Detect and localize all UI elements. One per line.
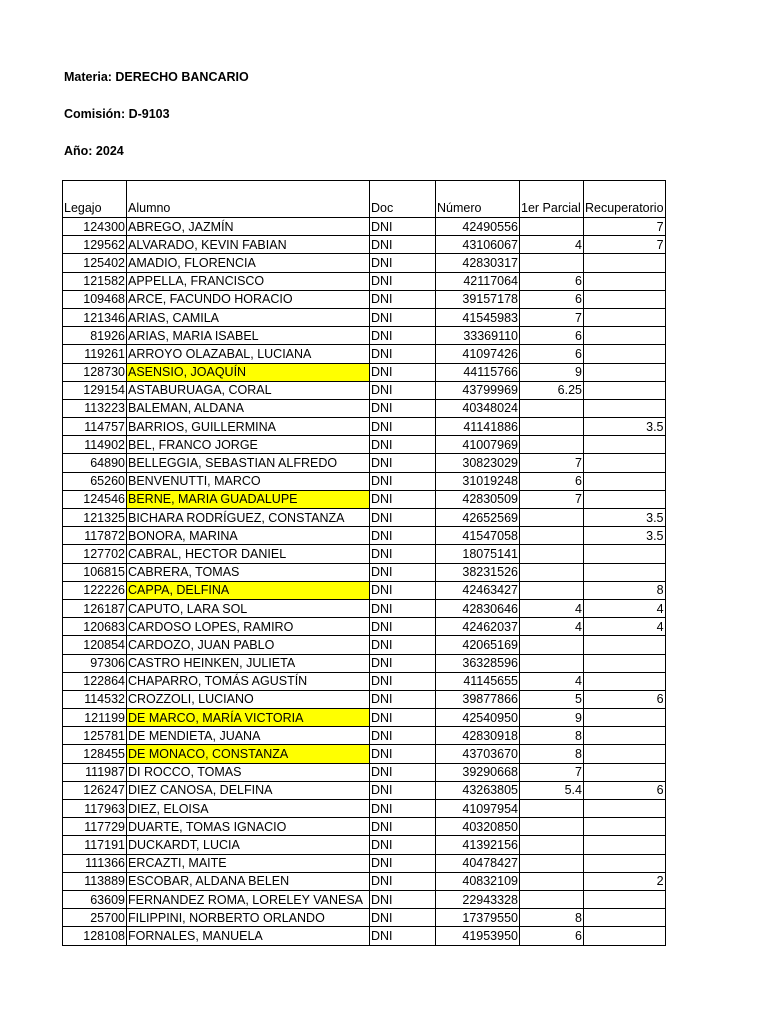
parcial-cell: 7: [520, 490, 584, 508]
legajo-cell: 124546: [63, 490, 127, 508]
parcial-cell: [520, 836, 584, 854]
alumno-cell: BICHARA RODRÍGUEZ, CONSTANZA: [127, 509, 370, 527]
table-row: [63, 290, 666, 308]
recuperatorio-cell: [584, 654, 666, 672]
table-row: [63, 890, 666, 908]
numero-cell: 43703670: [436, 745, 520, 763]
parcial-cell: [520, 527, 584, 545]
parcial-cell: [520, 818, 584, 836]
table-row: [63, 727, 666, 745]
recuperatorio-cell: [584, 327, 666, 345]
column-header-numero: Número: [436, 181, 520, 218]
numero-cell: 41145655: [436, 672, 520, 690]
doc-cell: DNI: [370, 472, 436, 490]
legajo-cell: 119261: [63, 345, 127, 363]
legajo-cell: 128730: [63, 363, 127, 381]
numero-cell: 41547058: [436, 527, 520, 545]
alumno-cell: ABREGO, JAZMÍN: [127, 218, 370, 236]
parcial-cell: 9: [520, 363, 584, 381]
legajo-cell: 128455: [63, 745, 127, 763]
parcial-cell: 7: [520, 308, 584, 326]
alumno-cell: BARRIOS, GUILLERMINA: [127, 418, 370, 436]
doc-cell: DNI: [370, 927, 436, 945]
alumno-cell: ESCOBAR, ALDANA BELEN: [127, 872, 370, 890]
doc-cell: DNI: [370, 618, 436, 636]
legajo-cell: 129562: [63, 236, 127, 254]
parcial-cell: 5.4: [520, 781, 584, 799]
parcial-cell: [520, 509, 584, 527]
parcial-cell: 6.25: [520, 381, 584, 399]
recuperatorio-cell: [584, 345, 666, 363]
doc-cell: DNI: [370, 800, 436, 818]
table-row: [63, 581, 666, 599]
parcial-cell: [520, 399, 584, 417]
parcial-cell: 7: [520, 763, 584, 781]
parcial-cell: 9: [520, 709, 584, 727]
legajo-cell: 127702: [63, 545, 127, 563]
numero-cell: 43106067: [436, 236, 520, 254]
table-row: [63, 218, 666, 236]
legajo-cell: 114532: [63, 690, 127, 708]
table-row: [63, 654, 666, 672]
table-row: [63, 454, 666, 472]
numero-cell: 39157178: [436, 290, 520, 308]
alumno-cell: BERNE, MARIA GUADALUPE: [127, 490, 370, 508]
table-row: [63, 399, 666, 417]
parcial-cell: [520, 854, 584, 872]
table-row: [63, 545, 666, 563]
doc-cell: DNI: [370, 236, 436, 254]
numero-cell: 41007969: [436, 436, 520, 454]
recuperatorio-cell: 4: [584, 599, 666, 617]
recuperatorio-cell: [584, 454, 666, 472]
recuperatorio-cell: 4: [584, 618, 666, 636]
doc-cell: DNI: [370, 418, 436, 436]
legajo-cell: 126247: [63, 781, 127, 799]
numero-cell: 40832109: [436, 872, 520, 890]
alumno-cell: FORNALES, MANUELA: [127, 927, 370, 945]
table-row: [63, 509, 666, 527]
doc-cell: DNI: [370, 854, 436, 872]
table-row: [63, 327, 666, 345]
parcial-cell: [520, 436, 584, 454]
parcial-cell: 8: [520, 909, 584, 927]
numero-cell: 44115766: [436, 363, 520, 381]
alumno-cell: ASTABURUAGA, CORAL: [127, 381, 370, 399]
recuperatorio-cell: [584, 800, 666, 818]
table-row: [63, 472, 666, 490]
numero-cell: 42117064: [436, 272, 520, 290]
numero-cell: 36328596: [436, 654, 520, 672]
alumno-cell: AMADIO, FLORENCIA: [127, 254, 370, 272]
doc-cell: DNI: [370, 218, 436, 236]
legajo-cell: 124300: [63, 218, 127, 236]
recuperatorio-cell: [584, 763, 666, 781]
table-row: [63, 563, 666, 581]
recuperatorio-cell: [584, 836, 666, 854]
numero-cell: 18075141: [436, 545, 520, 563]
parcial-cell: [520, 418, 584, 436]
numero-cell: 43263805: [436, 781, 520, 799]
alumno-cell: BONORA, MARINA: [127, 527, 370, 545]
doc-cell: DNI: [370, 399, 436, 417]
numero-cell: 43799969: [436, 381, 520, 399]
materia-label: Materia: DERECHO BANCARIO: [64, 70, 249, 84]
table-row: [63, 781, 666, 799]
recuperatorio-cell: 7: [584, 218, 666, 236]
numero-cell: 42830509: [436, 490, 520, 508]
alumno-cell: CHAPARRO, TOMÁS AGUSTÍN: [127, 672, 370, 690]
doc-cell: DNI: [370, 290, 436, 308]
doc-cell: DNI: [370, 509, 436, 527]
parcial-cell: 5: [520, 690, 584, 708]
recuperatorio-cell: [584, 636, 666, 654]
legajo-cell: 117872: [63, 527, 127, 545]
doc-cell: DNI: [370, 690, 436, 708]
legajo-cell: 111366: [63, 854, 127, 872]
doc-cell: DNI: [370, 363, 436, 381]
alumno-cell: ARIAS, CAMILA: [127, 308, 370, 326]
legajo-cell: 121325: [63, 509, 127, 527]
recuperatorio-cell: [584, 563, 666, 581]
doc-cell: DNI: [370, 490, 436, 508]
alumno-cell: DE MARCO, MARÍA VICTORIA: [127, 709, 370, 727]
numero-cell: 42830317: [436, 254, 520, 272]
alumno-cell: DI ROCCO, TOMAS: [127, 763, 370, 781]
parcial-cell: [520, 654, 584, 672]
parcial-cell: [520, 218, 584, 236]
doc-cell: DNI: [370, 527, 436, 545]
recuperatorio-cell: [584, 854, 666, 872]
numero-cell: 40478427: [436, 854, 520, 872]
numero-cell: 41545983: [436, 308, 520, 326]
legajo-cell: 117963: [63, 800, 127, 818]
alumno-cell: DIEZ, ELOISA: [127, 800, 370, 818]
numero-cell: 41097426: [436, 345, 520, 363]
numero-cell: 17379550: [436, 909, 520, 927]
parcial-cell: [520, 563, 584, 581]
table-row: [63, 672, 666, 690]
recuperatorio-cell: [584, 672, 666, 690]
legajo-cell: 113889: [63, 872, 127, 890]
legajo-cell: 120683: [63, 618, 127, 636]
parcial-cell: 4: [520, 672, 584, 690]
table-row: [63, 363, 666, 381]
table-row: [63, 345, 666, 363]
recuperatorio-cell: [584, 272, 666, 290]
numero-cell: 30823029: [436, 454, 520, 472]
legajo-cell: 25700: [63, 909, 127, 927]
alumno-cell: CARDOZO, JUAN PABLO: [127, 636, 370, 654]
table-row: [63, 436, 666, 454]
legajo-cell: 128108: [63, 927, 127, 945]
doc-cell: DNI: [370, 781, 436, 799]
numero-cell: 42830646: [436, 599, 520, 617]
numero-cell: 42652569: [436, 509, 520, 527]
recuperatorio-cell: 6: [584, 781, 666, 799]
alumno-cell: DE MENDIETA, JUANA: [127, 727, 370, 745]
recuperatorio-cell: [584, 381, 666, 399]
table-row: [63, 709, 666, 727]
numero-cell: 42065169: [436, 636, 520, 654]
alumno-cell: DUCKARDT, LUCIA: [127, 836, 370, 854]
numero-cell: 42463427: [436, 581, 520, 599]
legajo-cell: 129154: [63, 381, 127, 399]
alumno-cell: DIEZ CANOSA, DELFINA: [127, 781, 370, 799]
doc-cell: DNI: [370, 672, 436, 690]
alumno-cell: BELLEGGIA, SEBASTIAN ALFREDO: [127, 454, 370, 472]
numero-cell: 38231526: [436, 563, 520, 581]
table-row: [63, 272, 666, 290]
numero-cell: 42490556: [436, 218, 520, 236]
alumno-cell: DUARTE, TOMAS IGNACIO: [127, 818, 370, 836]
alumno-cell: ARIAS, MARIA ISABEL: [127, 327, 370, 345]
recuperatorio-cell: [584, 745, 666, 763]
numero-cell: 42830918: [436, 727, 520, 745]
table-row: [63, 599, 666, 617]
recuperatorio-cell: [584, 709, 666, 727]
table-row: [63, 381, 666, 399]
recuperatorio-cell: 7: [584, 236, 666, 254]
alumno-cell: CAPUTO, LARA SOL: [127, 599, 370, 617]
alumno-cell: CASTRO HEINKEN, JULIETA: [127, 654, 370, 672]
numero-cell: 42540950: [436, 709, 520, 727]
doc-cell: DNI: [370, 563, 436, 581]
legajo-cell: 113223: [63, 399, 127, 417]
legajo-cell: 120854: [63, 636, 127, 654]
recuperatorio-cell: [584, 436, 666, 454]
parcial-cell: 8: [520, 745, 584, 763]
alumno-cell: FILIPPINI, NORBERTO ORLANDO: [127, 909, 370, 927]
alumno-cell: CABRERA, TOMAS: [127, 563, 370, 581]
alumno-cell: ARROYO OLAZABAL, LUCIANA: [127, 345, 370, 363]
recuperatorio-cell: [584, 472, 666, 490]
doc-cell: DNI: [370, 599, 436, 617]
table-row: [63, 527, 666, 545]
doc-cell: DNI: [370, 763, 436, 781]
table-row: [63, 308, 666, 326]
parcial-cell: 8: [520, 727, 584, 745]
doc-cell: DNI: [370, 436, 436, 454]
alumno-cell: CROZZOLI, LUCIANO: [127, 690, 370, 708]
numero-cell: 40348024: [436, 399, 520, 417]
table-row: [63, 854, 666, 872]
doc-cell: DNI: [370, 890, 436, 908]
parcial-cell: 6: [520, 272, 584, 290]
legajo-cell: 114757: [63, 418, 127, 436]
doc-cell: DNI: [370, 545, 436, 563]
recuperatorio-cell: [584, 254, 666, 272]
recuperatorio-cell: 8: [584, 581, 666, 599]
doc-cell: DNI: [370, 654, 436, 672]
parcial-cell: [520, 636, 584, 654]
alumno-cell: APPELLA, FRANCISCO: [127, 272, 370, 290]
recuperatorio-cell: [584, 490, 666, 508]
table-row: [63, 763, 666, 781]
recuperatorio-cell: 2: [584, 872, 666, 890]
parcial-cell: [520, 254, 584, 272]
numero-cell: 33369110: [436, 327, 520, 345]
alumno-cell: CAPPA, DELFINA: [127, 581, 370, 599]
parcial-cell: 4: [520, 618, 584, 636]
recuperatorio-cell: 3.5: [584, 418, 666, 436]
doc-cell: DNI: [370, 581, 436, 599]
alumno-cell: ASENSIO, JOAQUÍN: [127, 363, 370, 381]
legajo-cell: 122226: [63, 581, 127, 599]
doc-cell: DNI: [370, 836, 436, 854]
numero-cell: 42462037: [436, 618, 520, 636]
alumno-cell: ERCAZTI, MAITE: [127, 854, 370, 872]
parcial-cell: [520, 545, 584, 563]
legajo-cell: 114902: [63, 436, 127, 454]
numero-cell: 41097954: [436, 800, 520, 818]
column-header-recuperatorio: Recuperatorio: [584, 181, 666, 218]
numero-cell: 31019248: [436, 472, 520, 490]
doc-cell: DNI: [370, 636, 436, 654]
recuperatorio-cell: [584, 363, 666, 381]
recuperatorio-cell: 6: [584, 690, 666, 708]
alumno-cell: BEL, FRANCO JORGE: [127, 436, 370, 454]
table-row: [63, 872, 666, 890]
table-row: [63, 836, 666, 854]
recuperatorio-cell: 3.5: [584, 527, 666, 545]
legajo-cell: 121199: [63, 709, 127, 727]
grades-table: [62, 180, 666, 946]
doc-cell: DNI: [370, 818, 436, 836]
parcial-cell: [520, 872, 584, 890]
legajo-cell: 63609: [63, 890, 127, 908]
doc-cell: DNI: [370, 745, 436, 763]
legajo-cell: 125402: [63, 254, 127, 272]
numero-cell: 40320850: [436, 818, 520, 836]
doc-cell: DNI: [370, 272, 436, 290]
numero-cell: 41141886: [436, 418, 520, 436]
numero-cell: 41392156: [436, 836, 520, 854]
comision-label: Comisión: D-9103: [64, 107, 170, 121]
parcial-cell: [520, 581, 584, 599]
alumno-cell: CARDOSO LOPES, RAMIRO: [127, 618, 370, 636]
doc-cell: DNI: [370, 454, 436, 472]
parcial-cell: 7: [520, 454, 584, 472]
table-row: [63, 690, 666, 708]
table-row: [63, 745, 666, 763]
table-row: [63, 254, 666, 272]
recuperatorio-cell: [584, 399, 666, 417]
recuperatorio-cell: [584, 545, 666, 563]
legajo-cell: 97306: [63, 654, 127, 672]
legajo-cell: 106815: [63, 563, 127, 581]
column-header-1er-parcial: 1er Parcial: [520, 181, 584, 218]
parcial-cell: 6: [520, 327, 584, 345]
alumno-cell: BALEMAN, ALDANA: [127, 399, 370, 417]
parcial-cell: 6: [520, 345, 584, 363]
legajo-cell: 64890: [63, 454, 127, 472]
table-row: [63, 418, 666, 436]
recuperatorio-cell: [584, 308, 666, 326]
alumno-cell: FERNANDEZ ROMA, LORELEY VANESA: [127, 890, 370, 908]
legajo-cell: 117191: [63, 836, 127, 854]
recuperatorio-cell: [584, 909, 666, 927]
alumno-cell: DE MONACO, CONSTANZA: [127, 745, 370, 763]
table-row: [63, 618, 666, 636]
alumno-cell: CABRAL, HECTOR DANIEL: [127, 545, 370, 563]
recuperatorio-cell: 3.5: [584, 509, 666, 527]
parcial-cell: 4: [520, 236, 584, 254]
table-header-row: [63, 181, 666, 218]
legajo-cell: 111987: [63, 763, 127, 781]
table-row: [63, 236, 666, 254]
legajo-cell: 81926: [63, 327, 127, 345]
legajo-cell: 122864: [63, 672, 127, 690]
recuperatorio-cell: [584, 727, 666, 745]
table-row: [63, 490, 666, 508]
table-row: [63, 636, 666, 654]
legajo-cell: 65260: [63, 472, 127, 490]
parcial-cell: [520, 800, 584, 818]
table-row: [63, 818, 666, 836]
numero-cell: 22943328: [436, 890, 520, 908]
doc-cell: DNI: [370, 254, 436, 272]
alumno-cell: ARCE, FACUNDO HORACIO: [127, 290, 370, 308]
table-row: [63, 800, 666, 818]
doc-cell: DNI: [370, 345, 436, 363]
column-header-doc: Doc: [370, 181, 436, 218]
doc-cell: DNI: [370, 909, 436, 927]
parcial-cell: 6: [520, 472, 584, 490]
parcial-cell: 6: [520, 927, 584, 945]
alumno-cell: BENVENUTTI, MARCO: [127, 472, 370, 490]
recuperatorio-cell: [584, 818, 666, 836]
legajo-cell: 126187: [63, 599, 127, 617]
anio-label: Año: 2024: [64, 144, 124, 158]
alumno-cell: ALVARADO, KEVIN FABIAN: [127, 236, 370, 254]
numero-cell: 39290668: [436, 763, 520, 781]
doc-cell: DNI: [370, 327, 436, 345]
doc-cell: DNI: [370, 872, 436, 890]
recuperatorio-cell: [584, 290, 666, 308]
parcial-cell: 6: [520, 290, 584, 308]
legajo-cell: 109468: [63, 290, 127, 308]
legajo-cell: 121346: [63, 308, 127, 326]
numero-cell: 39877866: [436, 690, 520, 708]
table-row: [63, 909, 666, 927]
doc-cell: DNI: [370, 727, 436, 745]
numero-cell: 41953950: [436, 927, 520, 945]
doc-cell: DNI: [370, 709, 436, 727]
column-header-legajo: Legajo: [63, 181, 127, 218]
legajo-cell: 117729: [63, 818, 127, 836]
table-row: [63, 927, 666, 945]
doc-cell: DNI: [370, 381, 436, 399]
recuperatorio-cell: [584, 927, 666, 945]
parcial-cell: 4: [520, 599, 584, 617]
recuperatorio-cell: [584, 890, 666, 908]
column-header-alumno: Alumno: [127, 181, 370, 218]
legajo-cell: 121582: [63, 272, 127, 290]
parcial-cell: [520, 890, 584, 908]
legajo-cell: 125781: [63, 727, 127, 745]
doc-cell: DNI: [370, 308, 436, 326]
